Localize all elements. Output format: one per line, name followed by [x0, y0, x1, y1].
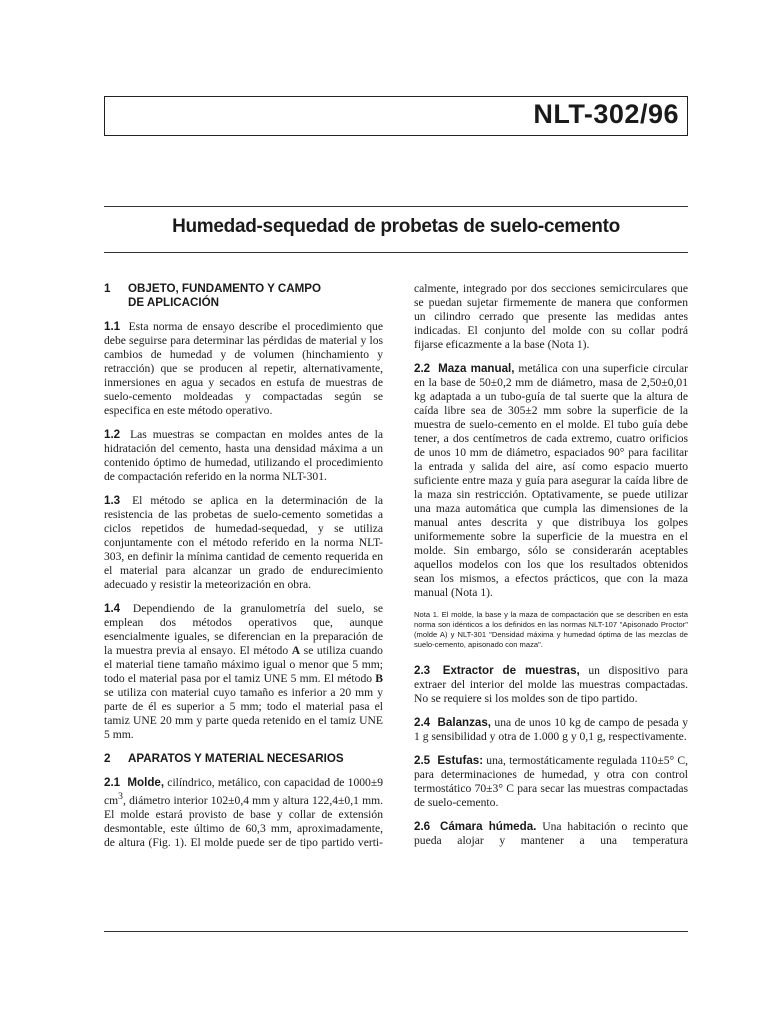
- paragraph-2-6: 2.6 Cámara húmeda. Una habitación o recinto que pueda alojar y mantener a una temperatura: [414, 820, 688, 847]
- paragraph-1-3: 1.3 El método se aplica en la determinación de la resistencia de las probetas de suelo-cemento sometidas a ciclos repetidos de humedad-sequedad, y se utiliza conjuntamente con el método referido en la norma NLT-303, en definir la mínima cantidad de cemento requerida en el material para alcanzar un grado de endurecimiento adecuado y resistir la meteorización en obra.: [104, 494, 383, 591]
- right-column: [414, 282, 688, 858]
- section-1-heading: 1 OBJETO, FUNDAMENTO Y CAMPO DE APLICACIÓN: [104, 282, 322, 309]
- section-1-title-line1: OBJETO, FUNDAMENTO Y CAMPO: [128, 282, 322, 295]
- note-1: Nota 1. El molde, la base y la maza de compactación que se describen en esta norma son idénticos a los definidos en las normas NLT-107 "Apisonado Proctor" (molde A) y NLT-301 "Densidad máxima y humedad óptima de las mezclas de suelo-cemento, apisonado con maza".: [414, 610, 688, 649]
- section-2-title: APARATOS Y MATERIAL NECESARIOS: [128, 752, 344, 765]
- standard-code: NLT-302/96: [533, 99, 679, 129]
- paragraph-2-5: 2.5 Estufas: una, termostáticamente regulada 110±5° C, para determinaciones de humedad, y otra con control termostático 70±3° C para secar las muestras compactadas de suelo-cemento.: [414, 754, 688, 809]
- paragraph-2-4: 2.4 Balanzas, una de unos 10 kg de campo de pesada y 1 g sensibilidad y otra de 1.000 g y 0,1 g, respectivamente.: [414, 716, 688, 743]
- title-top-rule: [104, 206, 688, 207]
- paragraph-2-2: 2.2 Maza manual, metálica con una superficie circular en la base de 50±0,2 mm de diámetro, masa de 2,50±0,01 kg adaptada a un tubo-guía de tal suerte que la altura de caída libre sea de 305±2 mm sobre la superficie de la muestra de suelo-cemento en el molde. El tubo guía debe tener, a dos centímetros de cada extremo, cuatro orificios de unos 10 mm de diámetro, espaciados 90° para facilitar la entrada y salida del aire, así como espacio muerto suficiente entre maza y guía para asegurar la caída libre de la maza sin restricción. Optativamente, se puede utilizar una maza automática que cumpla las dimensiones de la manual antes descrita y que distribuya los golpes uniformemente sobre la superficie de la muestra en el molde. Sin embargo, sólo se considerarán aceptables aquellos modelos con los que los resultados obtenidos sean los mismos, a efectos prácticos, que con la maza manual (Nota 1).: [414, 362, 688, 599]
- standard-code-box: [104, 96, 688, 136]
- paragraph-1-4: 1.4 Dependiendo de la granulometría del suelo, se emplean dos métodos operativos que, aunque esencialmente iguales, se diferencian en la preparación de la muestra previa al ensayo. El método A se utiliza cuando el material tiene tamaño máximo igual o menor que 5 mm; todo el material pasa por el tamiz UNE 5 mm. El método B se utiliza con material cuyo tamaño es inferior a 20 mm y parte de él es superior a 5 mm; todo el material pasa el tamiz UNE 20 mm y parte queda retenido en el tamiz UNE 5 mm.: [104, 602, 383, 741]
- left-column: [104, 282, 383, 860]
- paragraph-1-2: 1.2 Las muestras se compactan en moldes antes de la hidratación del cemento, hasta una densidad máxima a un contenido óptimo de humedad, utilizando el procedimiento de compactación referido en la norma NLT-301.: [104, 428, 383, 483]
- paragraph-2-3: 2.3 Extractor de muestras, un dispositivo para extraer del interior del molde las muestras compactadas. No se requiere si los moldes son de tipo partido.: [414, 664, 688, 705]
- page-title: Humedad-sequedad de probetas de suelo-cemento: [172, 216, 620, 237]
- section-2-heading: 2 APARATOS Y MATERIAL NECESARIOS: [104, 752, 344, 765]
- footer-rule: [104, 931, 688, 932]
- paragraph-2-1-continued: calmente, integrado por dos secciones semicirculares que se puedan sujetar firmemente de manera que conformen un cilindro cerrado que presente las medidas antes indicadas. El conjunto del molde con su collar podrá fijarse eficazmente a la base (Nota 1).: [414, 282, 688, 351]
- title-bottom-rule: [104, 252, 688, 253]
- section-1-title-line2: DE APLICACIÓN: [128, 296, 220, 309]
- paragraph-1-1: 1.1 Esta norma de ensayo describe el procedimiento que debe seguirse para determinar las pérdidas de material y los cambios de humedad y de volumen (hinchamiento y retracción) que se producen al repetir, alternativamente, inmersiones en agua y secados en estufa de muestras de suelo-cemento moldeadas y compactadas según se especifica en este método operativo.: [104, 320, 383, 417]
- paragraph-2-1: 2.1 Molde, cilíndrico, metálico, con capacidad de 1000±9 $cm^3$, diámetro interior 102±0,4 mm y altura 122,4±0,1 mm. El molde estará provisto de base y collar de extensión desmontable, este último de 60,3 mm, aproximadamente, de altura (Fig. 1). El molde puede ser de tipo partido verti-: [104, 776, 383, 849]
